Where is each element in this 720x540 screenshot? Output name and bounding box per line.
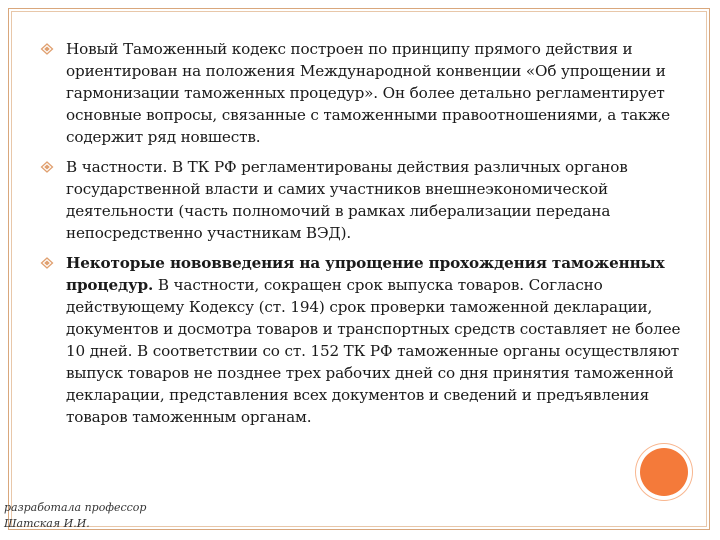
bullet-text: Новый Таможенный кодекс построен по принципу прямого действия и ориентирован на положения Международной конвенции «Об упрощении и гармонизации таможенных процедур». Он более детально регламентирует основные вопросы, связанные с таможенными правоотношениями, а также содержит ряд новшеств. [66, 40, 671, 146]
bullet-list [40, 38, 690, 436]
bullet-diamond-icon [40, 257, 54, 269]
bullet-bold-text: Некоторые нововведения на упрощение прохождения таможенных процедур. [66, 254, 665, 294]
bullet-diamond-icon [40, 161, 54, 173]
bullet-text: В частности, сокращен срок выпуска товаров. Согласно действующему Кодексу (ст. 194) срок проверки таможенной декларации, документов и досмотра товаров и транспортных средств составляет не более 10 дней. В соответствии со ст. 152 ТК РФ таможенные органы осуществляют выпуск товаров не позднее трех рабочих дней со дня принятия таможенной декларации, представления всех документов и сведений и предъявления товаров таможенным органам. [66, 276, 681, 426]
bullet-item-2 [40, 156, 690, 244]
bullet-text: В частности. В ТК РФ регламентированы действия различных органов государственной власти и самих участников внешнеэкономической деятельности (часть полномочий в рамках либерализации передана непосредственно участникам ВЭД). [66, 158, 628, 242]
bullet-diamond-icon [40, 43, 54, 55]
decorative-circle [640, 448, 688, 496]
bullet-item-3 [40, 252, 690, 428]
bullet-item-1 [40, 38, 690, 148]
author-credit: разработала профессор Шатская И.И. [4, 501, 147, 530]
